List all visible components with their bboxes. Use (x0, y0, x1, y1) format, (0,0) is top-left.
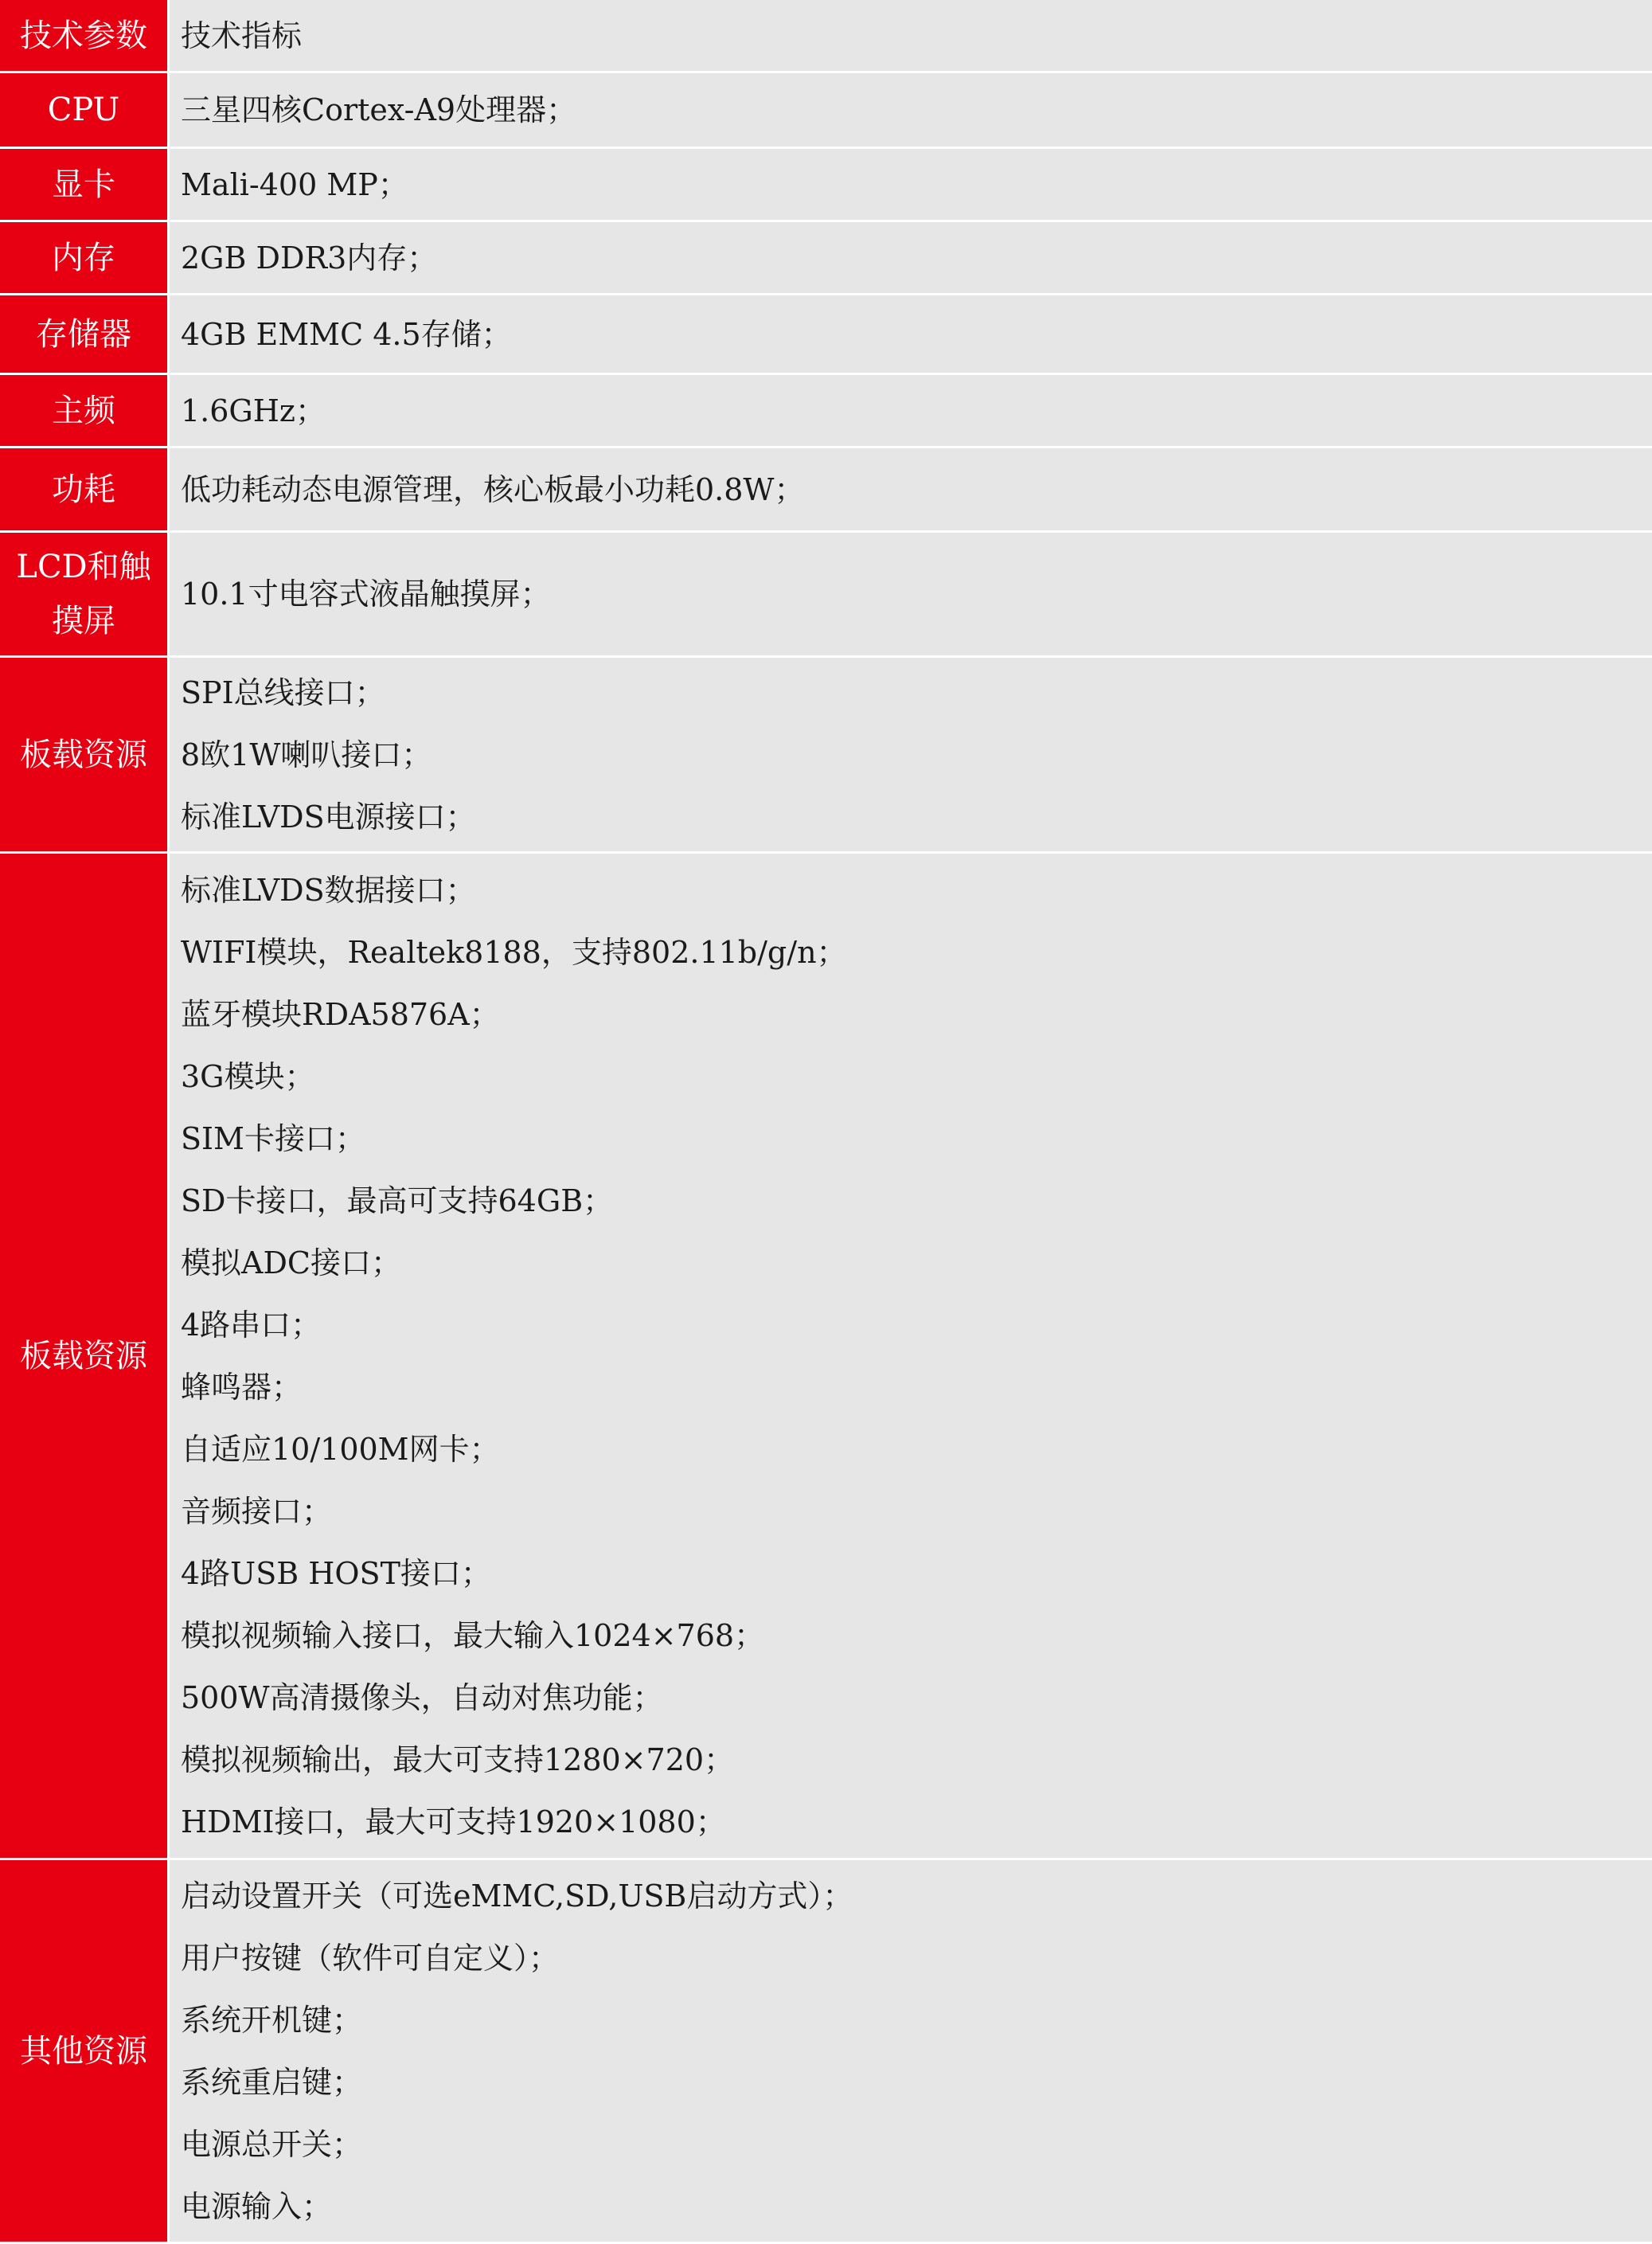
row-value-line: 低功耗动态电源管理，核心板最小功耗0.8W； (181, 471, 805, 507)
row-label: 主频 (52, 392, 115, 429)
row-label-other (0, 1860, 167, 2244)
row-value-line: 500W高清摄像头，自动对焦功能； (181, 1679, 663, 1715)
row-label: LCD和触摸屏 (16, 549, 151, 639)
row-value-memory (167, 222, 1652, 295)
row-label-frequency (0, 375, 167, 448)
row-value-line: HDMI接口，最大可支持1920×1080； (181, 1804, 726, 1839)
row-value-line: 4路串口； (181, 1307, 322, 1343)
row-label-storage (0, 295, 167, 375)
row-value-line: 用户按键（软件可自定义）； (181, 1940, 560, 1976)
row-label: 板载资源 (20, 736, 147, 773)
row-label-power (0, 448, 167, 533)
header-value-cell (167, 0, 1652, 73)
row-label-onboard-2 (0, 854, 167, 1860)
row-value-line: WIFI模块，Realtek8188，支持802.11b/g/n； (181, 934, 847, 970)
row-value-line: 启动设置开关（可选eMMC,SD,USB启动方式）； (181, 1878, 853, 1914)
row-value-line: 三星四核Cortex-A9处理器； (181, 92, 577, 127)
row-label: CPU (47, 92, 120, 128)
row-value-other (167, 1860, 1652, 2244)
row-label: 内存 (52, 239, 115, 276)
row-value-line: 8欧1W喇叭接口； (181, 737, 432, 772)
row-label-lcd (0, 533, 167, 658)
row-label: 存储器 (36, 315, 131, 353)
row-value-onboard-2 (167, 854, 1652, 1860)
row-value-line: 模拟ADC接口； (181, 1245, 401, 1280)
header-label-cell (0, 0, 167, 73)
row-label: 板载资源 (20, 1337, 147, 1374)
row-label-memory (0, 222, 167, 295)
row-value-line: 电源总开关； (181, 2126, 363, 2162)
row-value-line: 模拟视频输入接口，最大输入1024×768； (181, 1617, 765, 1653)
row-value-line: 系统开机键； (181, 2002, 363, 2038)
row-value-line: SPI总线接口； (181, 674, 385, 710)
row-value-gpu (167, 149, 1652, 222)
header-label: 技术参数 (20, 17, 147, 54)
row-value-line: 音频接口； (181, 1493, 333, 1529)
row-value-line: 标准LVDS电源接口； (181, 799, 476, 835)
row-value-line: 10.1寸电容式液晶触摸屏； (181, 577, 551, 612)
row-value-line: 3G模块； (181, 1058, 315, 1094)
row-value-lcd (167, 533, 1652, 658)
row-label: 功耗 (52, 471, 115, 508)
row-value-line: 4GB EMMC 4.5存储； (181, 316, 512, 352)
row-value-line: 蜂鸣器； (181, 1369, 303, 1405)
row-value-line: 模拟视频输出，最大可支持1280×720； (181, 1742, 735, 1777)
row-value-line: 电源输入； (181, 2188, 333, 2224)
row-value-line: 标准LVDS数据接口； (181, 872, 476, 908)
row-value-line: 蓝牙模块RDA5876A； (181, 996, 500, 1032)
row-value-onboard-1 (167, 658, 1652, 854)
row-value-line: 自适应10/100M网卡； (181, 1431, 500, 1467)
row-label: 显卡 (52, 166, 115, 203)
row-label-onboard-1 (0, 658, 167, 854)
row-value-line: Mali-400 MP； (181, 166, 408, 202)
row-value-line: SD卡接口，最高可支持64GB； (181, 1183, 614, 1218)
row-value-power (167, 448, 1652, 533)
row-value-line: 1.6GHz； (181, 393, 326, 428)
row-label: 其他资源 (20, 2032, 147, 2070)
row-value-frequency (167, 375, 1652, 448)
row-value-line: 系统重启键； (181, 2064, 363, 2100)
row-value-cpu (167, 73, 1652, 149)
row-value-line: 4路USB HOST接口； (181, 1555, 491, 1591)
row-value-storage (167, 295, 1652, 375)
row-value-line: 2GB DDR3内存； (181, 240, 438, 276)
row-value-line: SIM卡接口； (181, 1120, 365, 1156)
row-label-gpu (0, 149, 167, 222)
header-value: 技术指标 (181, 18, 303, 53)
row-label-cpu (0, 73, 167, 149)
